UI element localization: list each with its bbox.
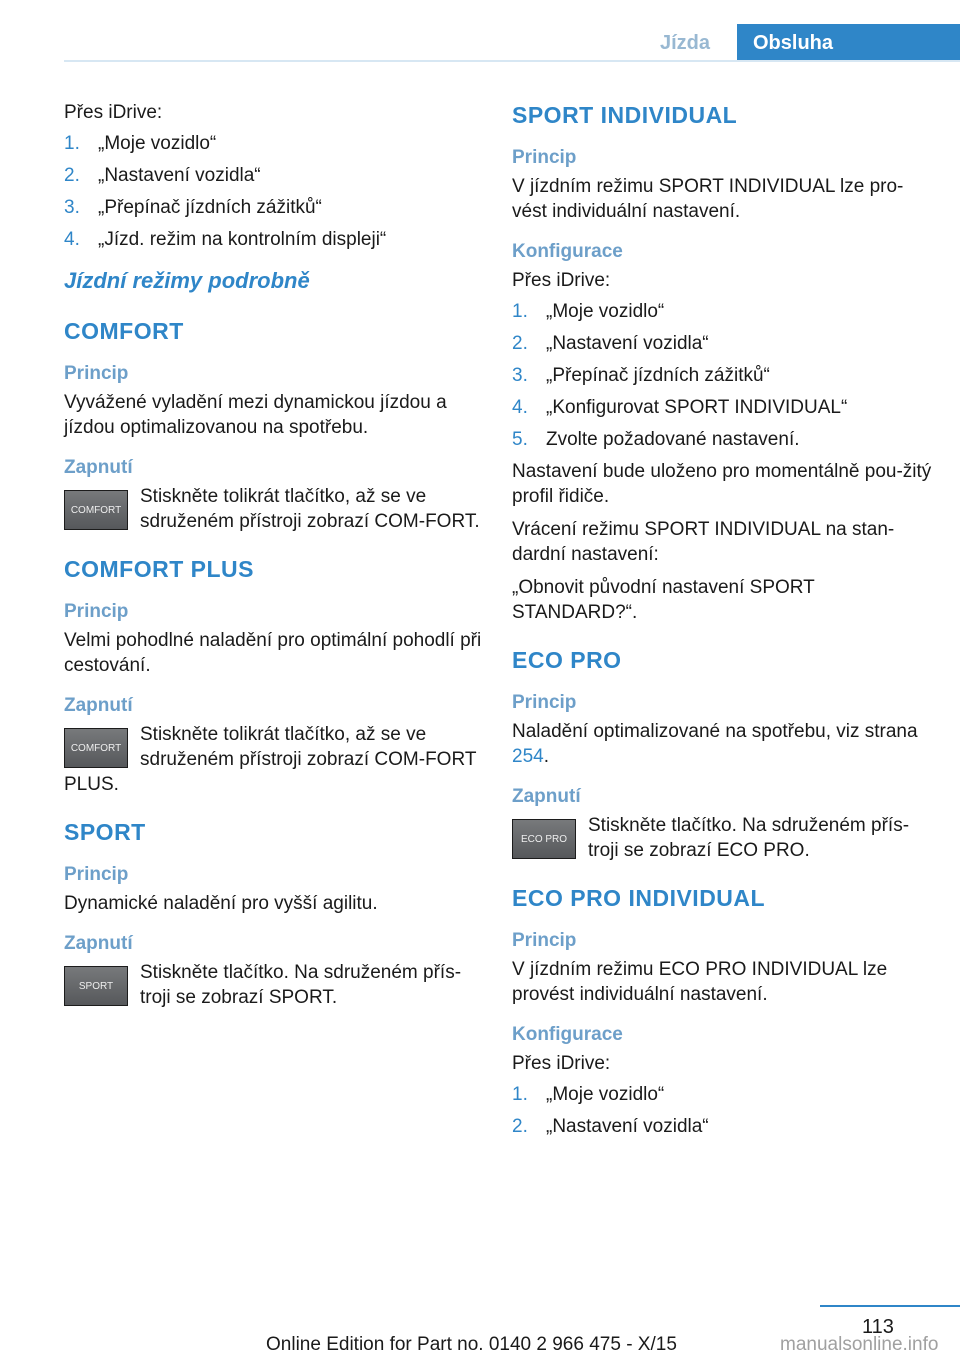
eco-pro-title: ECO PRO [512, 647, 622, 673]
eco-pro-individual-steps [512, 1082, 932, 1139]
sport-individual-config-label: Konfigurace [512, 241, 623, 262]
comfort-plus-principle-text: Velmi pohodlné naladění pro optimální pohodlí při cestování. [64, 630, 482, 676]
comfort-plus-on-text: Stiskněte tolikrát tlačítko, až se ve sdruženém přístroji zobrazí COM‐FORT PLUS. [64, 724, 477, 795]
modes-heading: Jízdní režimy podrobně [64, 268, 310, 293]
sport-individual-config-intro: Přes iDrive: [512, 270, 611, 291]
eco-pro-individual-principle-label: Princip [512, 930, 577, 951]
list-item: 4. „Konfigurovat SPORT INDIVIDUAL“ [512, 397, 848, 418]
sport-principle-label: Princip [64, 864, 129, 885]
eco-pro-button-icon: ECO PRO [512, 819, 576, 859]
sport-individual-reset-option: „Obnovit původní nastavení SPORT STANDARD?“. [512, 577, 815, 623]
sport-on-label: Zapnutí [64, 933, 133, 954]
sport-individual-steps [512, 299, 932, 452]
eco-pro-principle: Naladění optimalizované na spotřebu, viz strana 254. [512, 721, 918, 767]
header-divider [64, 60, 960, 62]
eco-pro-on-label: Zapnutí [512, 786, 581, 807]
idrive-steps [64, 131, 484, 252]
sport-individual-principle-text: V jízdním režimu SPORT INDIVIDUAL lze pro‐vést individuální nastavení. [512, 176, 904, 222]
list-item: 2. „Nastavení vozidla“ [512, 333, 709, 354]
header-tab-obsluha[interactable]: Obsluha [737, 24, 960, 62]
sport-on-text: Stiskněte tlačítko. Na sdruženém přís‐troji se zobrazí SPORT. [140, 962, 462, 1008]
page-number: 113 [862, 1316, 894, 1338]
sport-button-icon: SPORT [64, 966, 128, 1006]
sport-individual-reset-text: Vrácení režimu SPORT INDIVIDUAL na stan‐dardní nastavení: [512, 519, 895, 565]
idrive-intro: Přes iDrive: [64, 102, 163, 123]
watermark: manualsonline.info [780, 1334, 939, 1355]
comfort-plus-title: COMFORT PLUS [64, 556, 254, 582]
sport-principle-text: Dynamické naladění pro vyšší agilitu. [64, 893, 378, 914]
left-column [64, 100, 484, 1010]
edition-text: Online Edition for Part no. 0140 2 966 475 - X/15 [266, 1334, 677, 1355]
list-item: 3. „Přepínač jízdních zážitků“ [512, 365, 770, 386]
comfort-principle-text: Vyvážené vyladění mezi dynamickou jízdou a jízdou optimalizovanou na spotřebu. [64, 392, 447, 438]
comfort-plus-on-label: Zapnutí [64, 695, 133, 716]
eco-pro-individual-config-label: Konfigurace [512, 1024, 623, 1045]
eco-pro-on-text: Stiskněte tlačítko. Na sdruženém přís‐troji se zobrazí ECO PRO. [588, 815, 910, 861]
comfort-title: COMFORT [64, 318, 184, 344]
list-item: 4. „Jízd. režim na kontrolním displeji“ [64, 229, 387, 250]
sport-individual-saved-text: Nastavení bude uloženo pro momentálně pou‐žitý profil řidiče. [512, 461, 932, 507]
list-item: 1. „Moje vozidlo“ [512, 301, 665, 322]
eco-pro-principle-label: Princip [512, 692, 577, 713]
comfort-plus-principle-label: Princip [64, 601, 129, 622]
header-tab-jizda[interactable]: Jízda [659, 32, 711, 54]
list-item: 2. „Nastavení vozidla“ [512, 1116, 709, 1137]
comfort-plus-button-icon: COMFORT [64, 728, 128, 768]
comfort-on-label: Zapnutí [64, 457, 133, 478]
sport-individual-title: SPORT INDIVIDUAL [512, 102, 738, 128]
list-item: 1. „Moje vozidlo“ [64, 133, 217, 154]
footer-divider [820, 1305, 960, 1307]
comfort-button-icon: COMFORT [64, 490, 128, 530]
eco-pro-principle-text: Naladění optimalizované na spotřebu, viz strana [512, 721, 918, 742]
comfort-on-text: Stiskněte tolikrát tlačítko, až se ve sdruženém přístroji zobrazí COM‐FORT. [140, 486, 480, 532]
eco-pro-individual-config-intro: Přes iDrive: [512, 1053, 611, 1074]
list-item: 1. „Moje vozidlo“ [512, 1084, 665, 1105]
eco-pro-individual-title: ECO PRO INDIVIDUAL [512, 885, 766, 911]
sport-individual-principle-label: Princip [512, 147, 577, 168]
list-item: 2. „Nastavení vozidla“ [64, 165, 261, 186]
page-link-254[interactable]: 254 [512, 746, 544, 767]
list-item: 5. Zvolte požadované nastavení. [512, 429, 800, 450]
right-column [512, 100, 932, 1146]
list-item: 3. „Přepínač jízdních zážitků“ [64, 197, 322, 218]
comfort-principle-label: Princip [64, 363, 129, 384]
sport-title: SPORT [64, 819, 146, 845]
eco-pro-individual-principle-text: V jízdním režimu ECO PRO INDIVIDUAL lze provést individuální nastavení. [512, 959, 888, 1005]
